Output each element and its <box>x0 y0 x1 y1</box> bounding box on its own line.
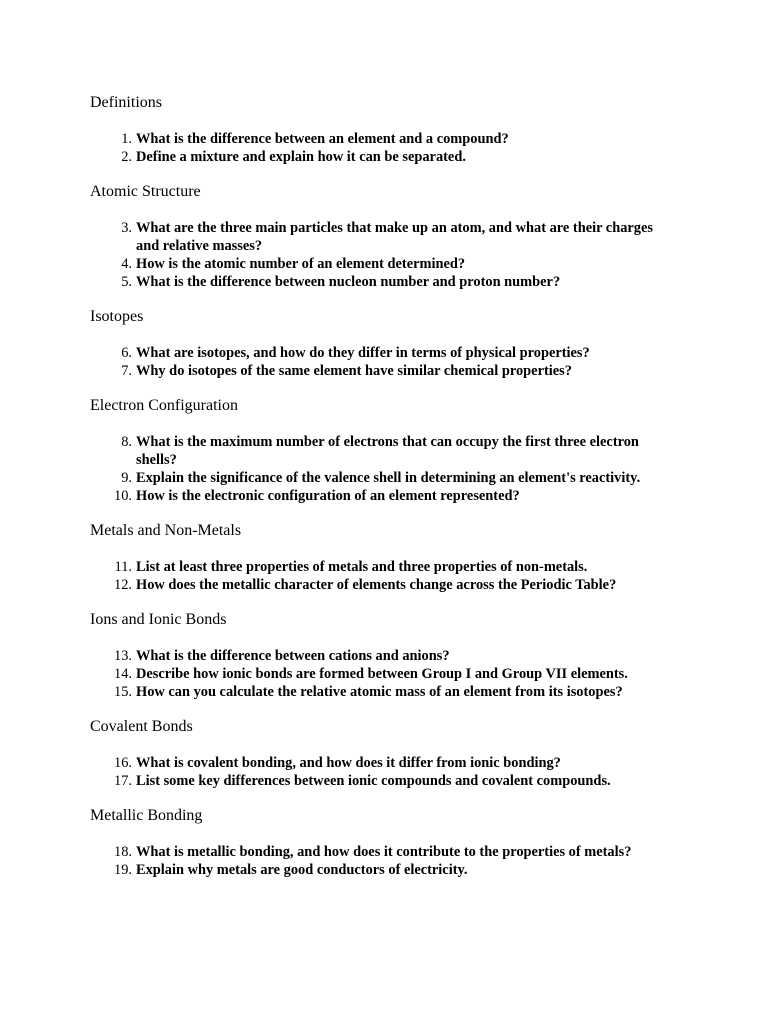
question-text: List at least three properties of metals and three properties of non-metals. <box>136 559 588 575</box>
question-number: 2. <box>121 149 132 165</box>
section-heading: Electron Configuration <box>90 397 238 414</box>
question-item <box>90 683 678 701</box>
question-item <box>90 433 678 469</box>
question-list <box>90 219 678 291</box>
question-item <box>90 344 678 362</box>
question-text: What is the maximum number of electrons that can occupy the first three electron shells? <box>136 434 639 468</box>
question-text: What is the difference between an element and a compound? <box>136 131 509 147</box>
question-item <box>90 558 678 576</box>
question-list <box>90 344 678 380</box>
question-item <box>90 861 678 879</box>
question-text: Explain why metals are good conductors of electricity. <box>136 862 468 878</box>
question-text: Why do isotopes of the same element have similar chemical properties? <box>136 363 572 379</box>
question-number: 12. <box>114 577 132 593</box>
question-text: What is metallic bonding, and how does it contribute to the properties of metals? <box>136 844 632 860</box>
question-number: 5. <box>121 274 132 290</box>
question-number: 15. <box>114 684 132 700</box>
question-list <box>90 433 678 505</box>
question-item <box>90 273 678 291</box>
question-number: 16. <box>114 755 132 771</box>
question-text: Define a mixture and explain how it can be separated. <box>136 149 466 165</box>
question-item <box>90 665 678 683</box>
question-number: 6. <box>121 345 132 361</box>
section-heading: Metallic Bonding <box>90 807 203 824</box>
section-definitions <box>90 93 678 166</box>
section-heading: Covalent Bonds <box>90 718 193 735</box>
question-item <box>90 772 678 790</box>
question-item <box>90 487 678 505</box>
question-number: 18. <box>114 844 132 860</box>
section-metallic-bonding <box>90 806 678 879</box>
section-heading: Isotopes <box>90 308 144 325</box>
question-number: 10. <box>114 488 132 504</box>
question-item <box>90 362 678 380</box>
question-list <box>90 647 678 701</box>
question-item <box>90 754 678 772</box>
section-heading: Definitions <box>90 94 162 111</box>
section-ions-ionic-bonds <box>90 610 678 701</box>
question-number: 14. <box>114 666 132 682</box>
question-number: 11. <box>114 559 132 575</box>
question-list <box>90 754 678 790</box>
question-text: What is covalent bonding, and how does it differ from ionic bonding? <box>136 755 561 771</box>
question-item <box>90 255 678 273</box>
question-number: 8. <box>121 434 132 450</box>
question-item <box>90 148 678 166</box>
question-item <box>90 130 678 148</box>
section-isotopes <box>90 307 678 380</box>
question-number: 17. <box>114 773 132 789</box>
question-item <box>90 219 678 255</box>
question-list <box>90 558 678 594</box>
question-text: Explain the significance of the valence shell in determining an element's reactivity. <box>136 470 641 486</box>
question-number: 4. <box>121 256 132 272</box>
section-covalent-bonds <box>90 717 678 790</box>
question-list <box>90 130 678 166</box>
question-item <box>90 647 678 665</box>
question-text: How is the atomic number of an element determined? <box>136 256 466 272</box>
question-text: How is the electronic configuration of an element represented? <box>136 488 520 504</box>
question-text: List some key differences between ionic compounds and covalent compounds. <box>136 773 611 789</box>
question-list <box>90 843 678 879</box>
question-item <box>90 576 678 594</box>
question-text: How does the metallic character of elements change across the Periodic Table? <box>136 577 617 593</box>
question-number: 9. <box>121 470 132 486</box>
question-number: 7. <box>121 363 132 379</box>
question-text: What is the difference between cations and anions? <box>136 648 450 664</box>
question-number: 13. <box>114 648 132 664</box>
section-heading: Metals and Non-Metals <box>90 522 242 539</box>
question-number: 1. <box>121 131 132 147</box>
question-number: 3. <box>121 220 132 236</box>
question-text: How can you calculate the relative atomic mass of an element from its isotopes? <box>136 684 623 700</box>
section-electron-configuration <box>90 396 678 505</box>
question-item <box>90 843 678 861</box>
question-text: What are isotopes, and how do they differ in terms of physical properties? <box>136 345 590 361</box>
question-item <box>90 469 678 487</box>
question-text: What is the difference between nucleon number and proton number? <box>136 274 561 290</box>
section-atomic-structure <box>90 182 678 291</box>
section-heading: Atomic Structure <box>90 183 201 200</box>
question-text: What are the three main particles that make up an atom, and what are their charges and relative masses? <box>136 220 653 254</box>
section-heading: Ions and Ionic Bonds <box>90 611 227 628</box>
question-text: Describe how ionic bonds are formed between Group I and Group VII elements. <box>136 666 628 682</box>
section-metals-non-metals <box>90 521 678 594</box>
question-number: 19. <box>114 862 132 878</box>
